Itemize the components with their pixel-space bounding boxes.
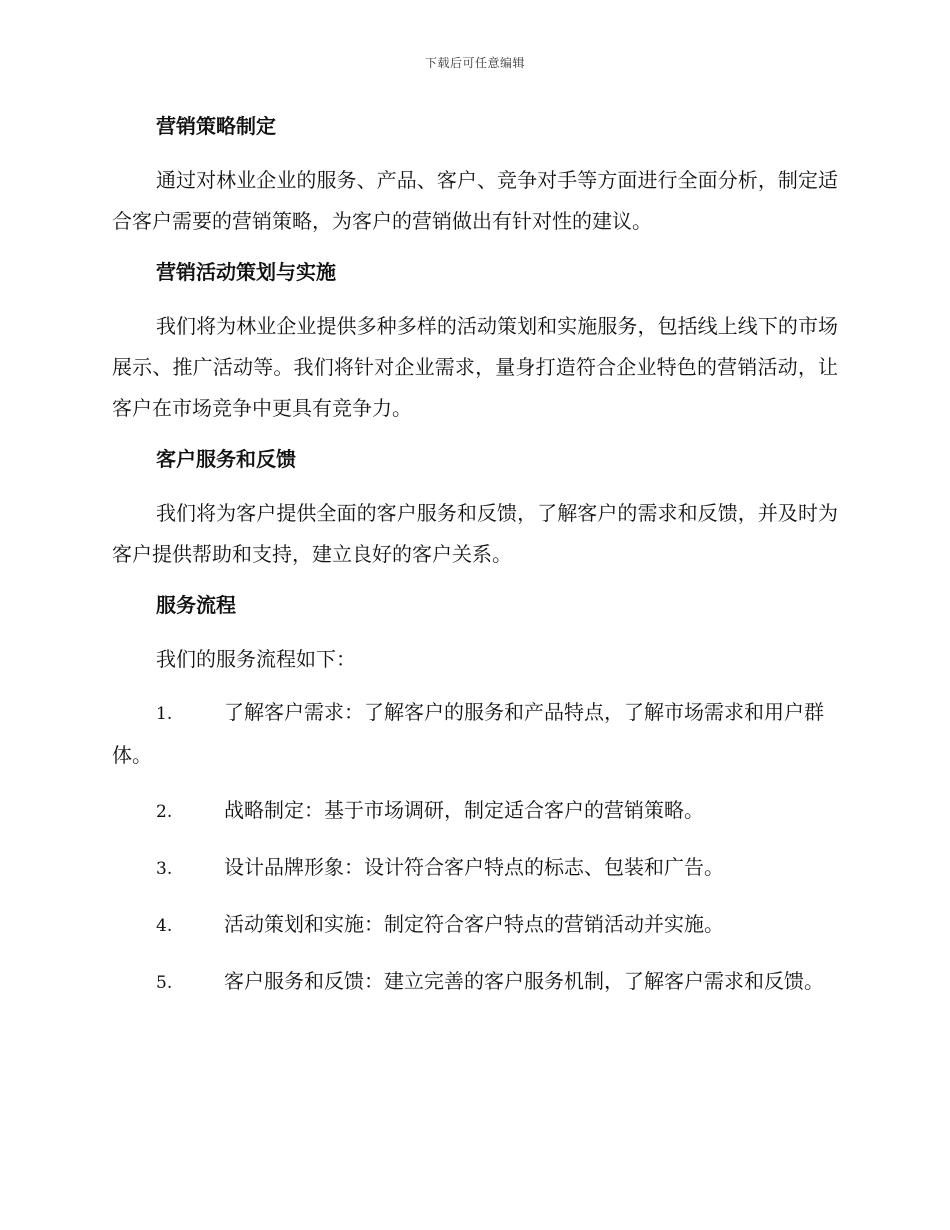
section-paragraph-activities: 我们将为林业企业提供多种多样的活动策划和实施服务，包括线上线下的市场展示、推广活动等。我们将针对企业需求，量身打造符合企业特色的营销活动，让客户在市场竞争中更具有竞争力。: [112, 314, 838, 420]
list-item-text: 客户服务和反馈：建立完善的客户服务机制，了解客户需求和反馈。: [224, 969, 824, 993]
list-item-number: 4.: [156, 916, 173, 936]
page-header: 下载后可任意编辑: [424, 56, 525, 70]
section-heading-service: 客户服务和反馈: [156, 447, 296, 471]
section-heading-process: 服务流程: [156, 593, 236, 617]
list-item-number: 1.: [156, 704, 173, 724]
section-paragraph-process: 我们的服务流程如下：: [156, 647, 356, 671]
section-paragraph-service: 我们将为客户提供全面的客户服务和反馈，了解客户的需求和反馈，并及时为客户提供帮助和支持，建立良好的客户关系。: [112, 501, 838, 566]
list-item: [112, 961, 838, 1004]
list-item: [112, 847, 838, 890]
document-body: [112, 108, 838, 1018]
list-item: [112, 904, 838, 947]
list-item-text: 战略制定：基于市场调研，制定适合客户的营销策略。: [224, 798, 704, 822]
list-item-text: 了解客户需求：了解客户的服务和产品特点，了解市场需求和用户群体。: [112, 700, 824, 767]
list-item-number: 3.: [156, 859, 173, 879]
section-heading-strategy: 营销策略制定: [156, 114, 276, 138]
list-item-text: 设计品牌形象：设计符合客户特点的标志、包装和广告。: [224, 855, 724, 879]
section-paragraph-strategy: 通过对林业企业的服务、产品、客户、竞争对手等方面进行全面分析，制定适合客户需要的营销策略，为客户的营销做出有针对性的建议。: [112, 168, 838, 233]
list-item-text: 活动策划和实施：制定符合客户特点的营销活动并实施。: [224, 912, 724, 936]
list-item: [112, 790, 838, 833]
list-item-number: 5.: [156, 973, 173, 993]
list-item: [112, 692, 838, 776]
list-item-number: 2.: [156, 802, 173, 822]
section-heading-activities: 营销活动策划与实施: [156, 260, 336, 284]
